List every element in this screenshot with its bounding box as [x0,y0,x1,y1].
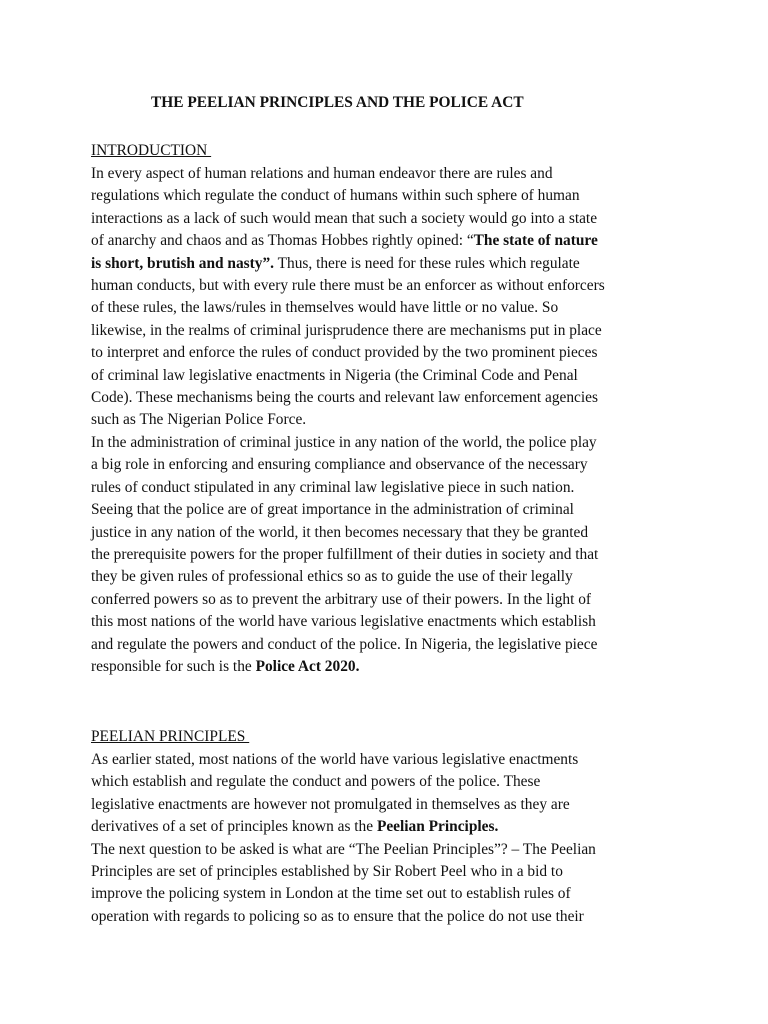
text-line [91,771,681,793]
text-run: As earlier stated, most nations of the world have various legislative enactments [91,751,579,768]
text-run: The next question to be asked is what are “The Peelian Principles”? – The Peelian [91,840,596,858]
text-line [91,297,681,319]
text-line [91,230,681,252]
text-run: derivatives of a set of principles known as the [91,818,377,836]
text-line [91,656,681,678]
text-line [91,861,681,883]
text-line [91,409,681,431]
text-run: Thus, there is need for these rules which regulate [274,254,580,272]
document-title: THE PEELIAN PRINCIPLES AND THE POLICE ACT [151,94,524,111]
text-line [91,794,681,816]
section-heading-introduction: INTRODUCTION [91,142,212,159]
bold-text-run: The state of nature [473,232,598,250]
text-run: Seeing that the police are of great importance in the administration of criminal [91,501,574,519]
text-line [91,634,681,656]
text-run: likewise, in the realms of criminal jurisprudence there are mechanisms put in place [91,321,602,339]
text-line [91,589,681,611]
text-run: rules of conduct stipulated in any criminal law legislative piece in such nation. [91,478,575,496]
text-line [91,365,681,387]
text-run: a big role in enforcing and ensuring compliance and observance of the necessary [91,456,588,474]
text-run: this most nations of the world have various legislative enactments which establish [91,613,596,631]
text-line [91,432,681,454]
text-line [91,253,681,275]
section-body-peelian-principles [91,749,681,928]
text-line [91,477,681,499]
text-run: In the administration of criminal justice in any nation of the world, the police play [91,433,597,451]
text-run: interactions as a lack of such would mean that such a society would go into a state [91,209,598,227]
text-run: In every aspect of human relations and human endeavor there are rules and [91,165,553,182]
text-line [91,544,681,566]
text-run: conferred powers so as to prevent the arbitrary use of their powers. In the light of [91,590,592,608]
text-run: Code). These mechanisms being the courts and relevant law enforcement agencies [91,389,598,407]
text-line [91,185,681,207]
section-body-introduction [91,163,681,678]
text-line [91,342,681,364]
text-line [91,883,681,905]
text-line [91,275,681,297]
text-run: responsible for such is the [91,657,256,675]
bold-text-run: is short, brutish and nasty”. [91,254,275,272]
text-line [91,906,681,928]
text-run: of criminal law legislative enactments in Nigeria (the Criminal Code and Penal [91,366,578,384]
text-run: of these rules, the laws/rules in themselves would have little or no value. So [91,299,559,317]
text-line [91,454,681,476]
text-line [91,749,681,771]
text-run: justice in any nation of the world, it then becomes necessary that they be granted [91,523,589,541]
text-line [91,499,681,521]
text-run: regulations which regulate the conduct of humans within such sphere of human [91,187,580,205]
bold-text-run: Police Act 2020. [255,657,360,675]
text-run: legislative enactments are however not promulgated in themselves as they are [91,795,570,813]
text-run: and regulate the powers and conduct of the police. In Nigeria, the legislative piece [91,635,598,653]
text-line [91,566,681,588]
text-run: such as The Nigerian Police Force. [91,411,307,429]
text-line [91,611,681,633]
text-run: they be given rules of professional ethics so as to guide the use of their legally [91,568,573,586]
text-line [91,839,681,861]
text-line [91,208,681,230]
text-run: human conducts, but with every rule there must be an enforcer as without enforcers [91,277,605,295]
text-run: of anarchy and chaos and as Thomas Hobbes rightly opined: “ [91,232,474,250]
text-run: operation with regards to policing so as to ensure that the police do not use their [91,907,584,925]
text-line [91,522,681,544]
bold-text-run: Peelian Principles. [376,818,499,836]
section-heading-peelian-principles: PEELIAN PRINCIPLES [91,728,250,745]
text-run: to interpret and enforce the rules of conduct provided by the two prominent pieces [91,344,598,362]
text-line [91,320,681,342]
text-line [91,163,681,185]
text-line [91,387,681,409]
text-line [91,816,681,838]
text-run: improve the policing system in London at the time set out to establish rules of [91,885,571,903]
text-run: which establish and regulate the conduct and powers of the police. These [91,773,541,791]
text-run: the prerequisite powers for the proper fulfillment of their duties in society and that [91,545,599,563]
text-run: Principles are set of principles established by Sir Robert Peel who in a bid to [91,863,563,881]
